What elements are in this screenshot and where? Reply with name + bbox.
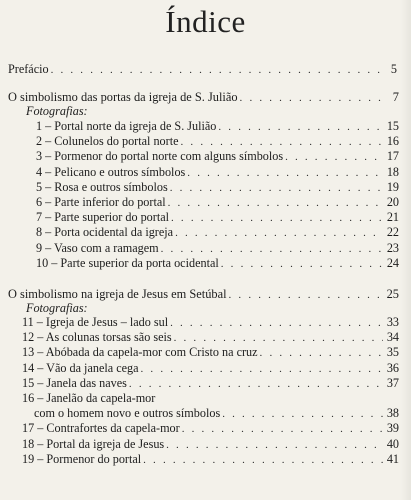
toc-entry-page: 19 [386,179,399,194]
toc-entry-label: 7 – Parte superior do portal [36,210,170,225]
toc-entry [22,437,399,453]
toc-entry-page: 40 [386,436,399,451]
section-title: O simbolismo na igreja de Jesus em Setúbal [8,287,227,301]
toc-entry-label: 11 – Igreja de Jesus – lado sul [22,315,169,329]
leader-dots [181,135,383,150]
toc-entry [36,241,399,257]
toc-entry [36,256,399,272]
toc-entry [22,330,399,346]
toc-entry-page: 20 [386,195,399,209]
leader-dots [187,166,383,181]
toc-entry-label: com o homem novo e outros símbolos [34,406,221,421]
toc-entry-label: 6 – Parte inferior do portal [36,195,166,209]
section-page: 25 [386,287,399,301]
leader-dots [229,288,383,303]
leader-dots [240,91,383,106]
toc-entry-label: 16 – Janelão da capela-mor [22,391,156,405]
leader-dots [218,120,383,135]
toc-entry [36,180,399,196]
leader-dots [143,453,383,468]
toc-entry [22,361,399,377]
leader-dots [174,331,383,346]
photos-subheading: Fotografias: [26,301,88,315]
toc-entry-label: 4 – Pelicano e outros símbolos [36,164,186,179]
toc-entry [36,149,399,165]
toc-entry-page: 34 [386,330,399,345]
leader-dots [222,407,383,422]
leader-dots [129,377,383,392]
leader-dots [170,316,383,331]
toc-entry-page: 36 [386,360,399,375]
toc-entry [36,119,399,135]
toc-entry [22,421,399,437]
toc-entry-page: 41 [386,451,399,466]
toc-entry-page: 21 [386,210,399,225]
toc-entry-page: 39 [386,421,399,436]
leader-dots [168,196,383,211]
leader-dots [285,150,383,165]
toc-entry [22,376,399,392]
toc-entry [36,210,399,226]
leader-dots [161,242,383,257]
toc-entry [34,406,399,422]
toc-entry [22,452,399,468]
toc-entry [36,134,399,150]
toc-entry-label: 13 – Abóbada da capela-mor com Cristo na cruz [22,345,258,360]
leader-dots [182,422,383,437]
toc-entry-label: Prefácio [8,62,49,76]
toc-entry-label: 19 – Pormenor do portal [22,451,142,466]
toc-entry-page: 38 [386,406,399,421]
toc-entry-label: 18 – Portal da igreja de Jesus [22,436,165,451]
toc-entry-page: 24 [386,255,399,270]
toc-entry [36,195,399,211]
leader-dots [141,362,383,377]
toc-entry-page: 37 [386,375,399,390]
toc-entry-page: 22 [386,225,399,240]
toc-entry-prefacio [8,62,397,78]
toc-entry [36,165,399,181]
leader-dots [170,181,383,196]
leader-dots [51,63,381,78]
page-title: Índice [165,4,246,39]
toc-entry-page: 17 [386,149,399,164]
toc-entry-label: 17 – Contrafortes da capela-mor [22,421,180,436]
toc-entry-label: 14 – Vão da janela cega [22,360,139,375]
toc-entry-page: 16 [386,134,399,149]
toc-entry-page: 23 [386,240,399,255]
toc-entry-label: 12 – As colunas torsas são seis [22,330,172,345]
toc-entry-label: 15 – Janela das naves [22,375,127,390]
section-title: O simbolismo das portas da igreja de S. Julião [8,90,238,104]
toc-entry-page: 33 [386,315,399,329]
leader-dots [221,257,383,272]
page-gutter-shadow [401,0,411,500]
toc-entry [22,315,399,331]
toc-entry-label: 5 – Rosa e outros símbolos [36,179,168,194]
leader-dots [171,211,383,226]
leader-dots [260,346,383,361]
toc-entry-page: 5 [390,62,397,76]
leader-dots [175,226,383,241]
toc-entry-label: 1 – Portal norte da igreja de S. Julião [36,119,217,133]
toc-entry-label: 9 – Vaso com a ramagem [36,240,159,255]
toc-entry-page: 15 [386,119,399,133]
toc-entry-page: 35 [386,345,399,360]
toc-entry-label: 10 – Parte superior da porta ocidental [36,255,219,270]
toc-entry-label: 8 – Porta ocidental da igreja [36,225,174,240]
toc-entry [36,225,399,241]
toc-entry-page: 18 [386,164,399,179]
leader-dots [166,438,383,453]
section-page: 7 [392,90,399,104]
toc-entry [22,345,399,361]
photos-subheading: Fotografias: [26,104,88,118]
toc-entry-label: 2 – Colunelos do portal norte [36,134,179,149]
toc-entry-label: 3 – Pormenor do portal norte com alguns símbolos [36,149,284,164]
